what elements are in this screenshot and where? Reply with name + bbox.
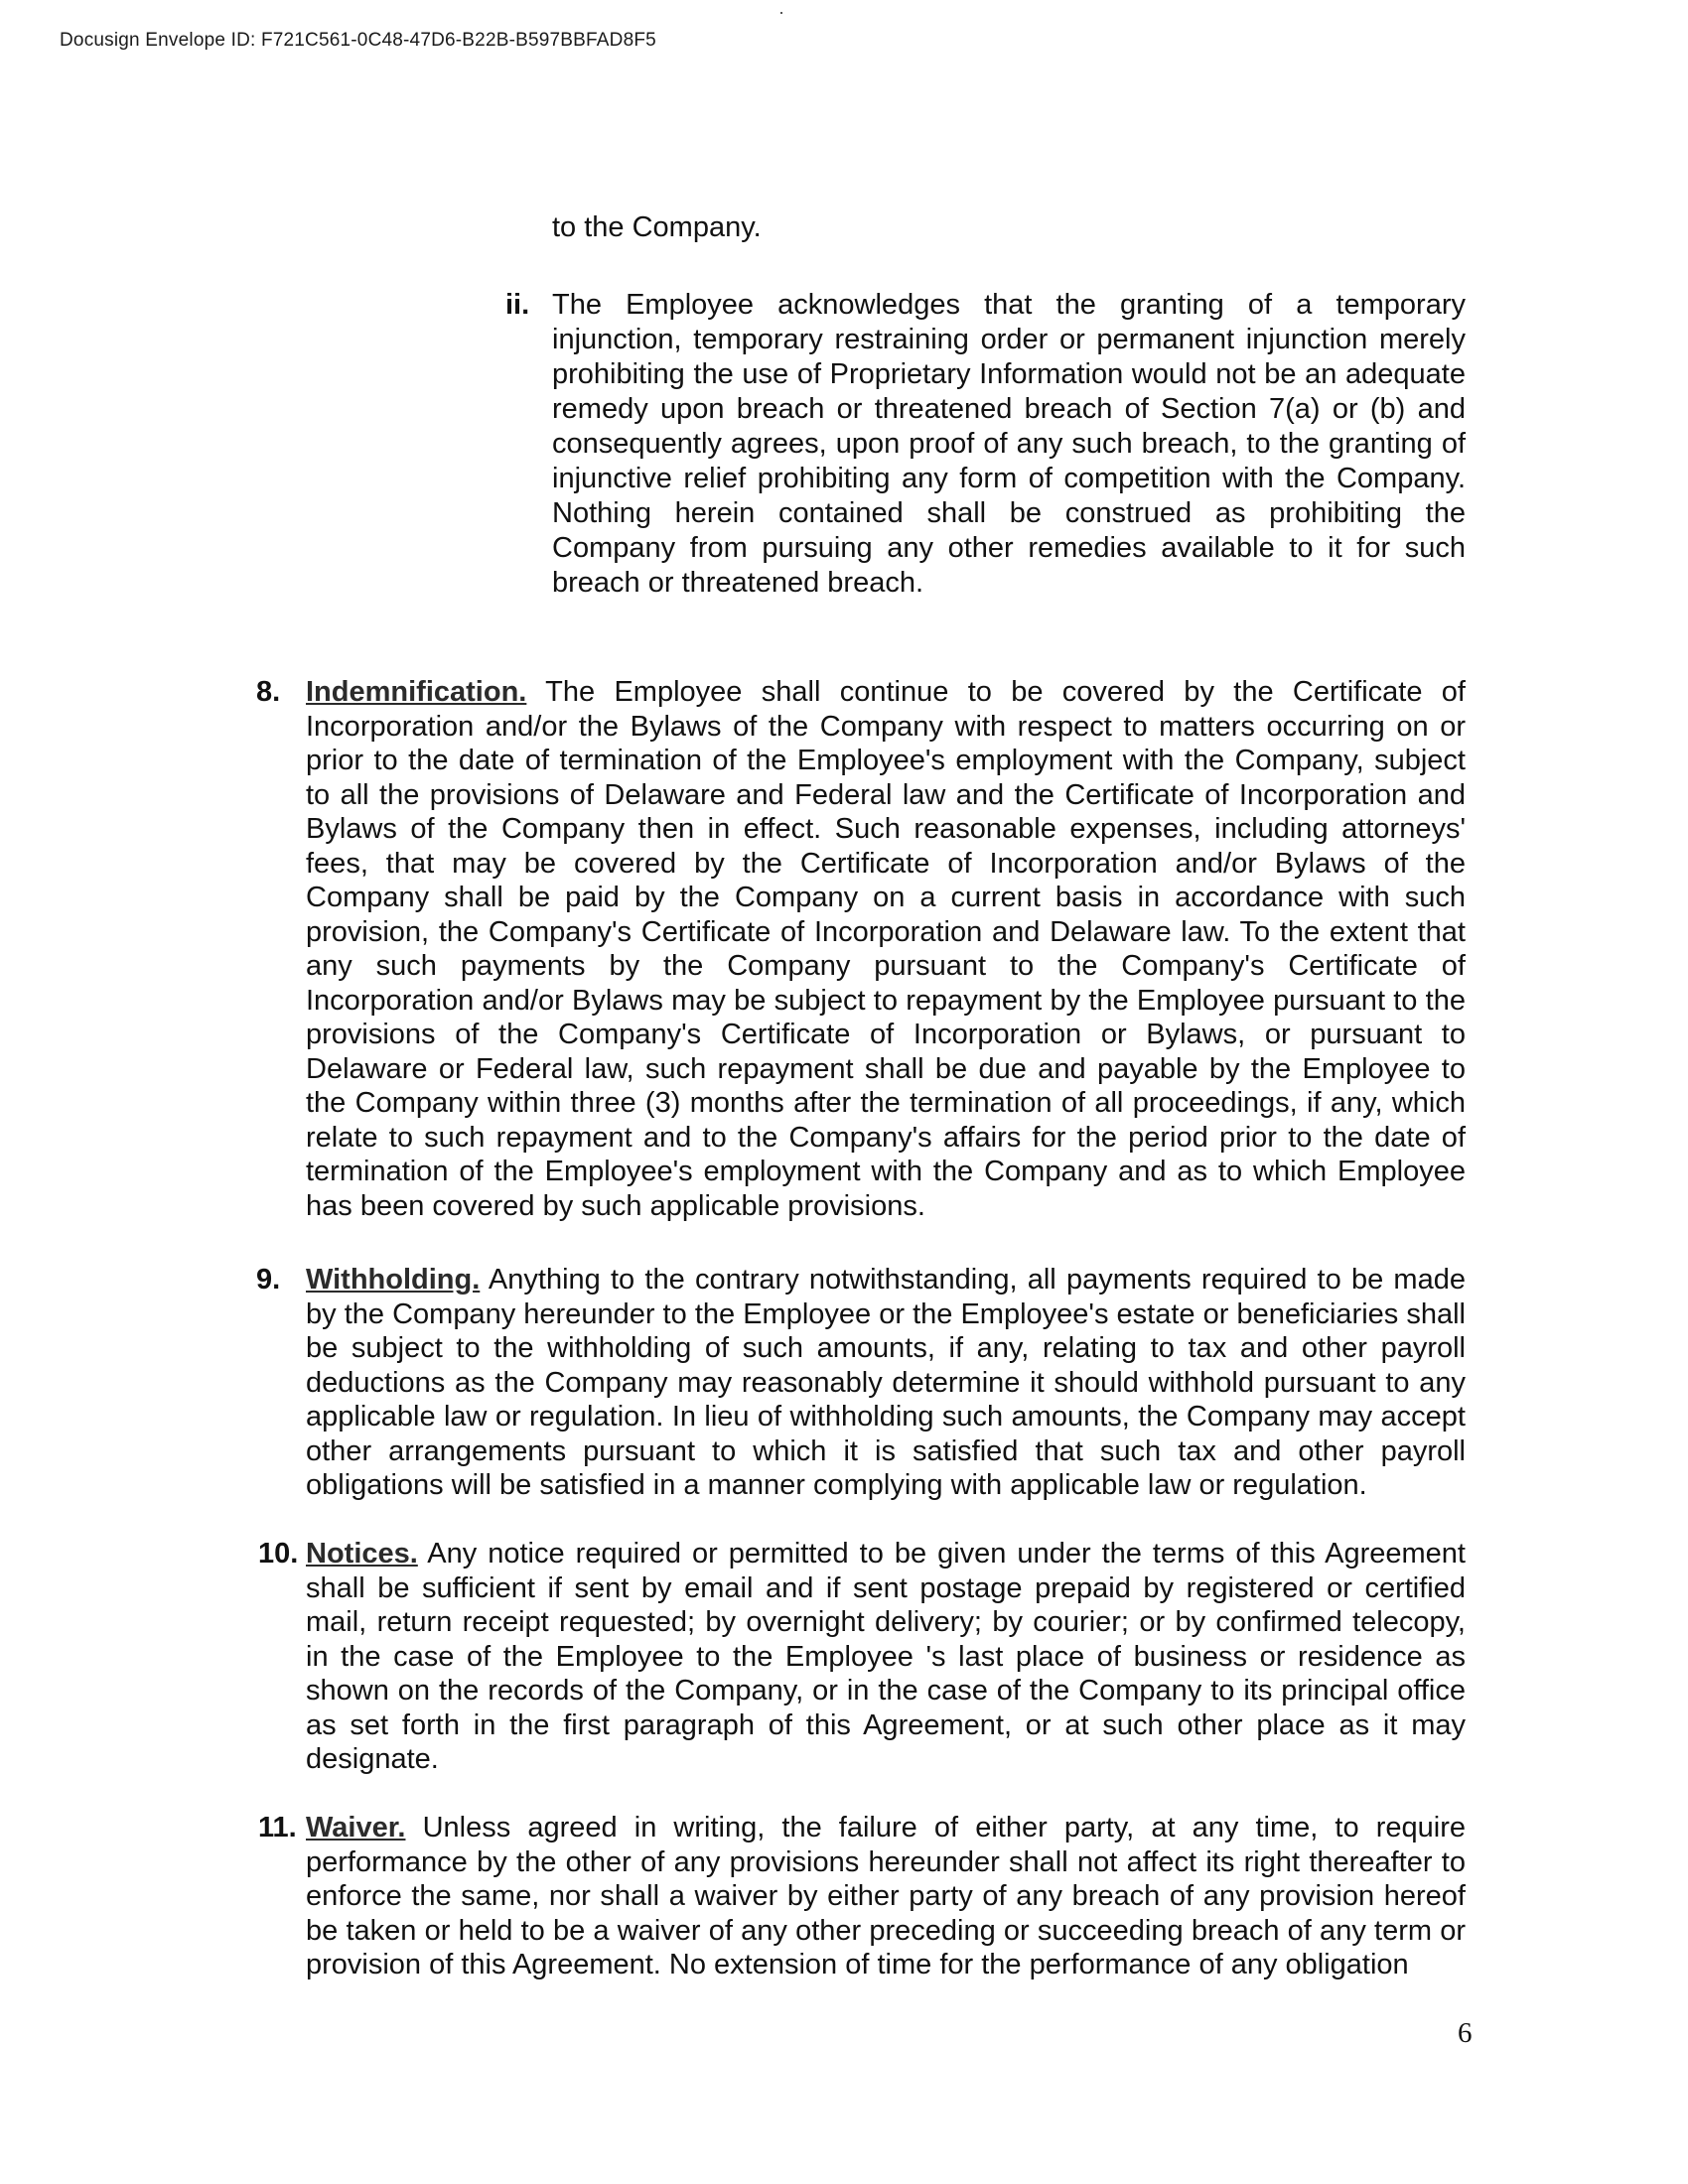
scan-speck [780, 12, 782, 14]
docusign-envelope-id: Docusign Envelope ID: F721C561-0C48-47D6-B22B-B597BBFAD8F5 [60, 30, 656, 51]
section-title: Waiver. [306, 1812, 406, 1843]
subsection-ii-text: The Employee acknowledges that the granting of a temporary injunction, temporary restraining order or permanent injunction merely prohibiting the use of Proprietary Information would not be an adequate remedy upon breach or threatened breach of Section 7(a) or (b) and consequently agrees, upon proof of any such breach, to the granting of injunctive relief prohibiting any form of competition with the Company. Nothing herein contained shall be construed as prohibiting the Company from pursuing any other remedies available to it for such breach or threatened breach. [552, 289, 1466, 599]
section-title: Indemnification. [306, 676, 527, 708]
section-text: Any notice required or permitted to be given under the terms of this Agreement shall be sufficient if sent by email and if sent postage prepaid by registered or certified mail, return receipt requested; by overnight delivery; by courier; or by confirmed telecopy, in the case of the Employee to the Employee 's last place of business or residence as shown on the records of the Company, or in the case of the Company to its principal office as set forth in the first paragraph of this Agreement, or at such other place as it may designate. [306, 1538, 1466, 1775]
section-number: 9. [256, 1264, 281, 1296]
section-waiver [258, 1811, 1466, 1982]
section-number: 8. [256, 676, 281, 708]
subsection-i-continuation: to the Company. [552, 211, 762, 243]
section-text: The Employee shall continue to be covered by the Certificate of Incorporation and/or the Bylaws of the Company with respect to matters occurring on or prior to the date of termination of the Employee's employment with the Company, subject to all the provisions of Delaware and Federal law and the Certificate of Incorporation and Bylaws of the Company then in effect. Such reasonable expenses, including attorneys' fees, that may be covered by the Certificate of Incorporation and/or Bylaws of the Company shall be paid by the Company on a current basis in accordance with such provision, the Company's Certificate of Incorporation and Delaware law. To the extent that any such payments by the Company pursuant to the Company's Certificate of Incorporation and/or Bylaws may be subject to repayment by the Employee pursuant to the provisions of the Company's Certificate of Incorporation or Bylaws, or pursuant to Delaware or Federal law, such repayment shall be due and payable by the Employee to the Company within three (3) months after the termination of all proceedings, if any, which relate to such repayment and to the Company's affairs for the period prior to the date of termination of the Employee's employment with the Company and as to which Employee has been covered by such applicable provisions. [306, 676, 1466, 1222]
section-withholding [256, 1263, 1466, 1503]
section-number: 11. [258, 1812, 297, 1843]
section-indemnification [256, 675, 1466, 1223]
subsection-ii-marker: ii. [505, 289, 530, 321]
page-number: 6 [1458, 2017, 1473, 2049]
section-number: 10. [258, 1538, 299, 1570]
section-text: Anything to the contrary notwithstanding, all payments required to be made by the Company hereunder to the Employee or the Employee's estate or beneficiaries shall be subject to the withholding of such amounts, if any, relating to tax and other payroll deductions as the Company may reasonably determine it should withhold pursuant to any applicable law or regulation. In lieu of withholding such amounts, the Company may accept other arrangements pursuant to which it is satisfied that such tax and other payroll obligations will be satisfied in a manner complying with applicable law or regulation. [306, 1264, 1466, 1501]
section-notices [258, 1537, 1466, 1777]
subsection-ii [505, 288, 1466, 601]
section-text: Unless agreed in writing, the failure of either party, at any time, to require performance by the other of any provisions hereunder shall not affect its right thereafter to enforce the same, nor shall a waiver by either party of any breach of any provision hereof be taken or held to be a waiver of any other preceding or succeeding breach of any term or provision of this Agreement. No extension of time for the performance of any obligation [306, 1812, 1466, 1980]
section-title: Withholding. [306, 1264, 481, 1296]
section-title: Notices. [306, 1538, 418, 1570]
